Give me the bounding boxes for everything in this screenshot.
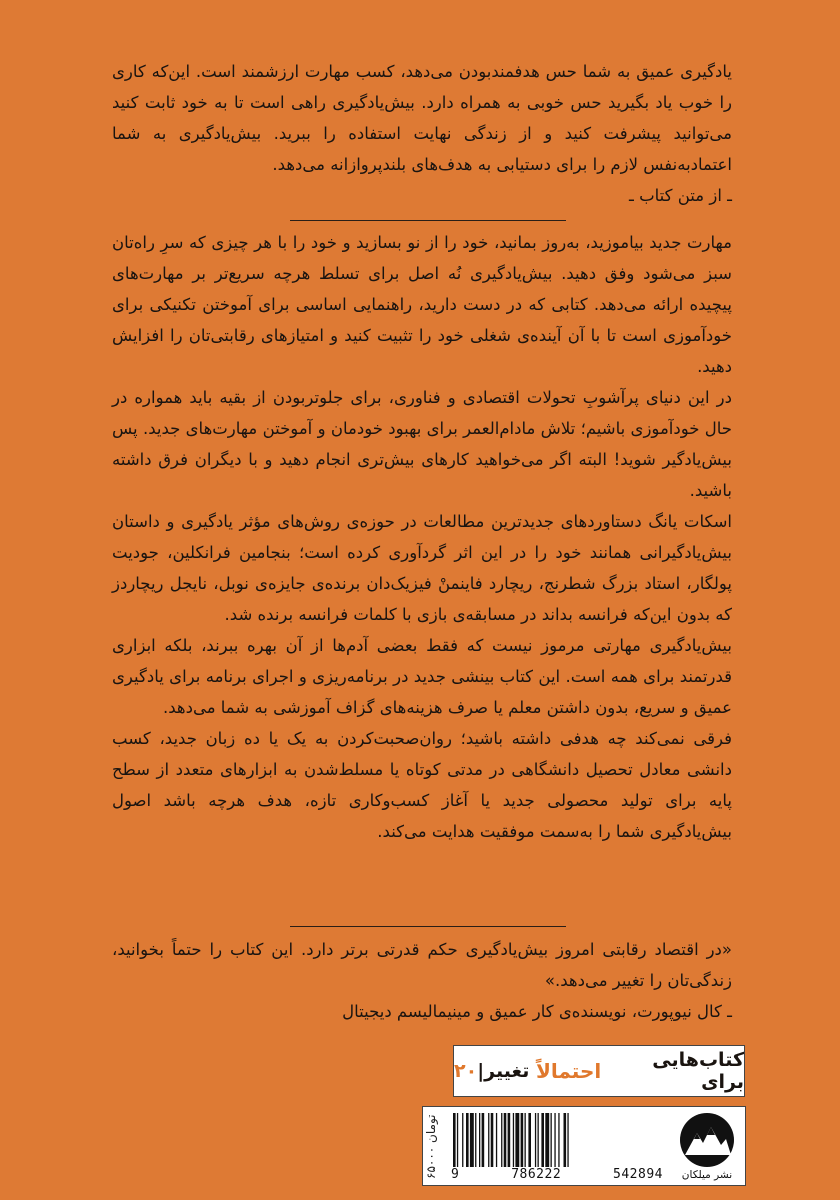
series-highlight: احتمالاً: [535, 1059, 602, 1083]
publisher-logo: [673, 1111, 741, 1181]
barcode-bar: [567, 1113, 568, 1167]
barcode-bar: [525, 1113, 526, 1167]
series-prefix: کتاب‌هایی برای: [652, 1049, 744, 1093]
barcode-icon: [451, 1113, 663, 1167]
intro-source: ـ از متن کتاب ـ: [629, 186, 732, 205]
barcode-bar: [554, 1113, 555, 1167]
barcode-box: [422, 1106, 746, 1186]
series-word: تغییر: [484, 1060, 530, 1082]
description-paragraph: فرقی نمی‌کند چه هدفی داشته باشید؛ روان‌صحبت‌کردن به یک یا ده زبان جدید، کسب دانشی معادل تحصیل دانشگاهی در مدتی کوتاه یا مسلط‌شدن به ابزارهای متعدد از سطح پایه برای تولید محصولی جدید یا آغاز کسب‌وکاری تازه، هدف هرچه باشد اصول بیش‌یادگیری شما را به‌سمت موفقیت هدایت می‌کند.: [112, 729, 732, 841]
price-label: ۶۵۰۰۰ تومان: [424, 1114, 438, 1180]
series-number: ۲۰: [454, 1060, 478, 1082]
description-section: [112, 227, 732, 847]
divider: [290, 926, 566, 927]
barcode-bar: [545, 1113, 549, 1167]
publisher-logo-icon: [673, 1111, 741, 1169]
isbn-digit-group: 9: [451, 1167, 460, 1182]
description-paragraph: در این دنیای پرآشوبِ تحولات اقتصادی و فناوری، برای جلوتربودن از بقیه باید همواره در حال خودآموزی باشیم؛ تلاش مادام‌العمر برای بهبود خودمان و آموختن مهارت‌های جدید. پس بیش‌یادگیر شوید! البته اگر می‌خواهید کارهای بیش‌تری انجام دهید و با دیگران فرق داشته باشید.: [112, 388, 732, 500]
barcode-bar: [551, 1113, 552, 1167]
series-separator: |: [477, 1060, 485, 1082]
intro-section: [112, 56, 732, 211]
barcode-bar: [462, 1113, 463, 1167]
barcode-bar: [535, 1113, 536, 1167]
description-paragraph: بیش‌یادگیری مهارتی مرموز نیست که فقط بعضی آدم‌ها از آن بهره ببرند، بلکه ابزاری قدرتمند برای همه است. این کتاب بینشی جدید در برنامه‌ریزی و اجرای برنامه برای یادگیری عمیق و سریع، بدون داشتن معلم یا صرف هزینه‌های گزاف آموزشی به شما می‌دهد.: [112, 636, 732, 717]
barcode-bar: [515, 1113, 519, 1167]
description-paragraph: اسکات یانگ دستاوردهای جدیدترین مطالعات در حوزه‌ی روش‌های مؤثر یادگیری و داستان بیش‌یادگیرانی همانند خود را در این اثر گردآوری کرده است؛ بنجامین فرانکلین، جودیت پولگار، استاد بزرگ شطرنج، ریچارد فاینمنْ فیزیک‌دان برنده‌ی جایزه‌ی نوبل، نایجل ریچاردز که بدون این‌که فرانسه بداند در مسابقه‌ی بازی با کلمات فرانسه برنده شد.: [112, 512, 732, 624]
barcode-bar: [491, 1113, 494, 1167]
isbn-digit-group: 542894: [613, 1167, 663, 1182]
barcode-bar: [538, 1113, 539, 1167]
barcode-bar: [521, 1113, 524, 1167]
barcode-bar: [501, 1113, 502, 1167]
barcode-bar: [504, 1113, 507, 1167]
barcode-bar: [528, 1113, 531, 1167]
barcode-bar: [488, 1113, 489, 1167]
barcode-bar: [513, 1113, 514, 1167]
endorsement-quote: «در اقتصاد رقابتی امروز بیش‌یادگیری حکم قدرتی برتر دارد. این کتاب را حتماً بخوانید، زندگی‌تان را تغییر می‌دهد.»: [112, 940, 732, 990]
barcode-bar: [496, 1113, 497, 1167]
description-paragraph: مهارت جدید بیاموزید، به‌روز بمانید، خود را از نو بسازید و خود را با هر چیزی که سرِ راه‌تان سبز می‌شود وفق دهید. بیش‌یادگیری نُه اصل برای تسلط هرچه سریع‌تر بر مهارت‌های پیچیده ارائه می‌دهد. کتابی که در دست دارید، راهنمایی اساسی برای آموختن تکنیکی برای خودآموزی است تا با آن آینده‌ی شغلی خود را تثبیت کنید و امتیازهای رقابتی‌تان را افزایش دهید.: [112, 233, 732, 376]
barcode-bar: [564, 1113, 567, 1167]
series-label: [453, 1045, 745, 1097]
barcode-bar: [475, 1113, 476, 1167]
barcode-bar: [457, 1113, 458, 1167]
barcode-bar: [508, 1113, 511, 1167]
intro-paragraph: یادگیری عمیق به شما حس هدفمندبودن می‌دهد، کسب مهارت ارزشمند است. این‌که کاری را خوب یاد بگیرید حس خوبی به همراه دارد. بیش‌یادگیری راهی است تا به خود ثابت کنید می‌توانید پیشرفت کنید و از زندگی نهایت استفاده را ببرید. بیش‌یادگیری به شما اعتمادبه‌نفس لازم را برای دستیابی به هدف‌های بلندپروازانه می‌دهد.: [112, 62, 732, 174]
publisher-name: نشر میلکان: [681, 1169, 733, 1181]
barcode-bar: [479, 1113, 480, 1167]
barcode-bar: [470, 1113, 474, 1167]
isbn-number: [451, 1167, 663, 1182]
isbn-digit-group: 786222: [511, 1167, 562, 1182]
barcode-bar: [541, 1113, 544, 1167]
barcode-bar: [482, 1113, 485, 1167]
endorsement-attribution: ـ کال نیوپورت، نویسنده‌ی کار عمیق و مینیمالیسم دیجیتال: [342, 1002, 732, 1021]
barcode-bar: [453, 1113, 456, 1167]
divider: [290, 220, 566, 221]
barcode-bar: [466, 1113, 469, 1167]
barcode-bar: [558, 1113, 559, 1167]
endorsement-section: [112, 934, 732, 1027]
